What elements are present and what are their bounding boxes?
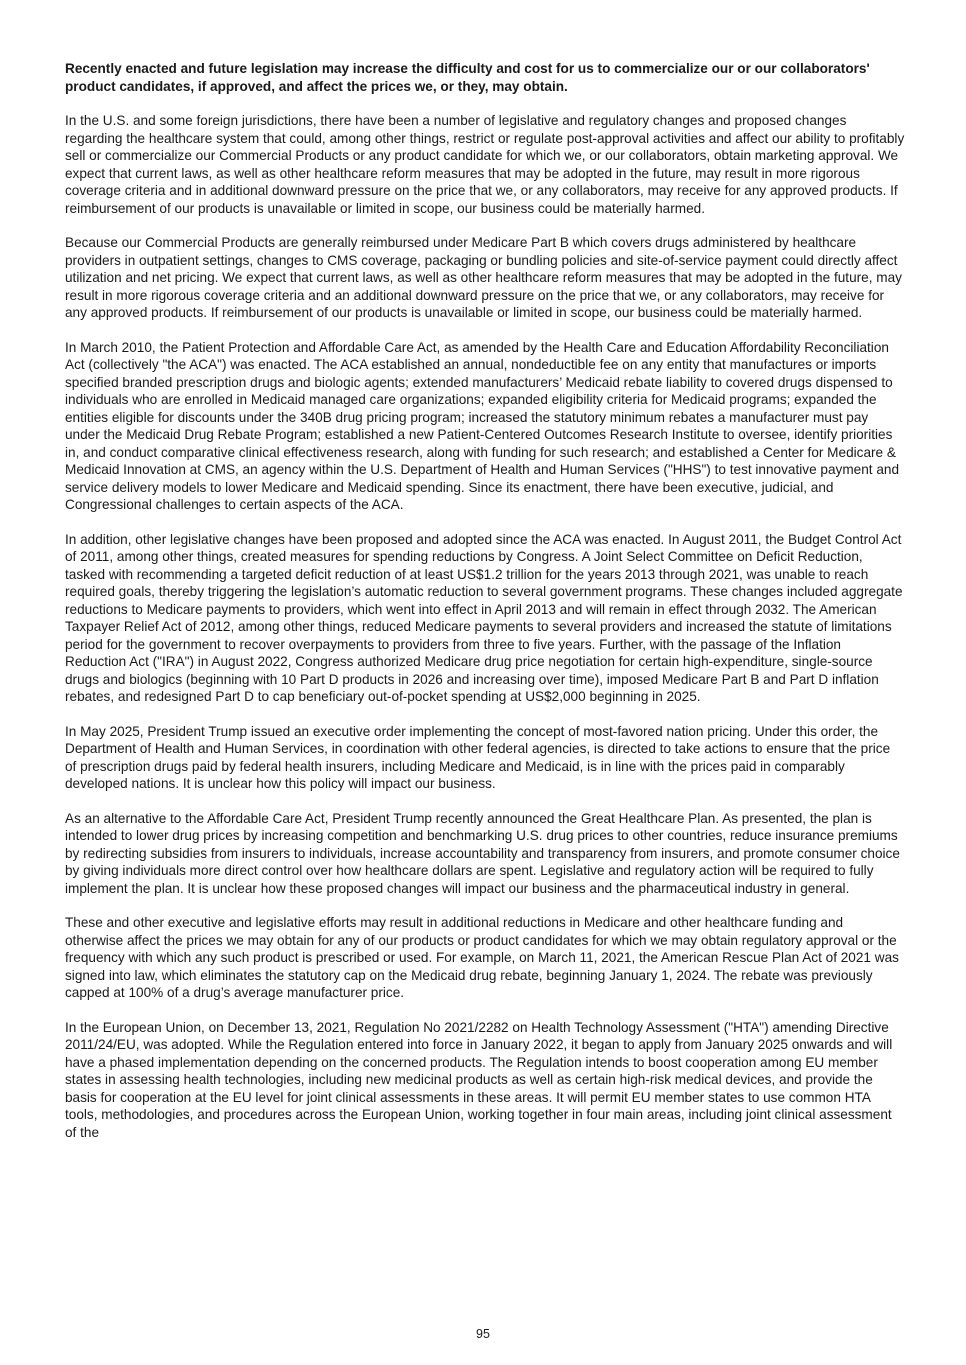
paragraph-most-favored-nation: In May 2025, President Trump issued an executive order implementing the concept of most-favored nation pricing. Under this order, the Department of Health and Human Services, in coordination with other federal agencies, is directed to take actions to ensure that the price of prescription drugs paid by federal health insurers, including Medicare and Medicaid, is in line with the prices paid in comparably developed nations. It is unclear how this policy will impact our business. [65, 723, 891, 792]
page-number: 95 [476, 1327, 490, 1341]
paragraph-medicare-part-b: Because our Commercial Products are generally reimbursed under Medicare Part B which covers drugs administered by healthcare providers in outpatient settings, changes to CMS coverage, packaging or bundling policies and site-of-service payment could directly affect utilization and net pricing. We expect that current laws, as well as other healthcare reform measures that may be adopted in the future, may result in more rigorous coverage criteria and an additional downward pressure on the price that we, or any collaborators, may receive for any approved products. If reimbursement of our products is unavailable or limited in scope, our business could be materially harmed. [65, 235, 902, 321]
paragraph-legislative-changes: In the U.S. and some foreign jurisdictions, there have been a number of legislative and regulatory changes and proposed changes regarding the healthcare system that could, among other things, restrict or regulate post-approval activities and affect our ability to profitably sell or commercialize our Commercial Products or any product candidate for which we, or our collaborators, obtain marketing approval. We expect that current laws, as well as other healthcare reform measures that may be adopted in the future, may result in more rigorous coverage criteria and in additional downward pressure on the price that we, or any collaborators, may receive for any approved products. If reimbursement of our products is unavailable or limited in scope, our business could be materially harmed. [65, 113, 905, 216]
section-heading: Recently enacted and future legislation may increase the difficulty and cost for us to commercialize our or our collaborators' product candidates, if approved, and affect the prices we, or they, may obtain. [65, 61, 870, 94]
paragraph-great-healthcare-plan: As an alternative to the Affordable Care Act, President Trump recently announced the Great Healthcare Plan. As presented, the plan is intended to lower drug prices by increasing competition and benchmarking U.S. drug prices to other countries, reduce insurance premiums by redirecting subsidies from insurers to individuals, increase accountability and transparency from insurers, and promote consumer choice by giving individuals more direct control over how healthcare dollars are spent. Legislative and regulatory action will be required to fully implement the plan. It is unclear how these proposed changes will impact our business and the pharmaceutical industry in general. [65, 810, 900, 896]
paragraph-eu-hta-regulation: In the European Union, on December 13, 2021, Regulation No 2021/2282 on Health Technology Assessment ("HTA") amending Directive 2011/24/EU, was adopted. While the Regulation entered into force in January 2022, it began to apply from January 2025 onwards and will have a phased implementation depending on the concerned products. The Regulation intends to boost cooperation among EU member states in assessing health technologies, including new medicinal products as well as certain high-risk medical devices, and provide the basis for cooperation at the EU level for joint clinical assessments in these areas. It will permit EU member states to use common HTA tools, methodologies, and procedures across the European Union, working together in four main areas, including joint clinical assessment of the [65, 1019, 893, 1140]
paragraph-aca: In March 2010, the Patient Protection and Affordable Care Act, as amended by the Health Care and Education Affordability Reconciliation Act (collectively "the ACA") was enacted. The ACA established an annual, nondeductible fee on any entity that manufactures or imports specified branded prescription drugs and biologic agents; extended manufacturers’ Medicaid rebate liability to covered drugs dispensed to individuals who are enrolled in Medicaid managed care organizations; expanded eligibility criteria for Medicaid programs; expanded the entities eligible for discounts under the 340B drug pricing program; increased the statutory minimum rebates a manufacturer must pay under the Medicaid Drug Rebate Program; established a new Patient-Centered Outcomes Research Institute to oversee, identify priorities in, and conduct comparative clinical effectiveness research, along with funding for such research; and established a Center for Medicare & Medicaid Innovation at CMS, an agency within the U.S. Department of Health and Human Services ("HHS") to test innovative payment and service delivery models to lower Medicare and Medicaid spending. Since its enactment, there have been executive, judicial, and Congressional challenges to certain aspects of the ACA. [65, 339, 899, 513]
document-page [65, 60, 905, 1158]
paragraph-budget-control-act: In addition, other legislative changes have been proposed and adopted since the ACA was enacted. In August 2011, the Budget Control Act of 2011, among other things, created measures for spending reductions by Congress. A Joint Select Committee on Deficit Reduction, tasked with recommending a targeted deficit reduction of at least US$1.2 trillion for the years 2013 through 2021, was unable to reach required goals, thereby triggering the legislation’s automatic reduction to several government programs. These changes included aggregate reductions to Medicare payments to providers, which went into effect in April 2013 and will remain in effect through 2032. The American Taxpayer Relief Act of 2012, among other things, reduced Medicare payments to several providers and increased the statute of limitations period for the government to recover overpayments to providers from three to five years. Further, with the passage of the Inflation Reduction Act ("IRA") in August 2022, Congress authorized Medicare drug price negotiation for certain high-expenditure, single-source drugs and biologics (beginning with 10 Part D products in 2026 and increasing over time), imposed Medicare Part B and Part D inflation rebates, and redesigned Part D to cap beneficiary out-of-pocket spending at US$2,000 beginning in 2025. [65, 531, 903, 705]
paragraph-american-rescue-plan: These and other executive and legislative efforts may result in additional reductions in Medicare and other healthcare funding and otherwise affect the prices we may obtain for any of our products or product candidates for which we may obtain regulatory approval or the frequency with which any such product is prescribed or used. For example, on March 11, 2021, the American Rescue Plan Act of 2021 was signed into law, which eliminates the statutory cap on the Medicaid drug rebate, beginning January 1, 2024. The rebate was previously capped at 100% of a drug’s average manufacturer price. [65, 915, 899, 1001]
